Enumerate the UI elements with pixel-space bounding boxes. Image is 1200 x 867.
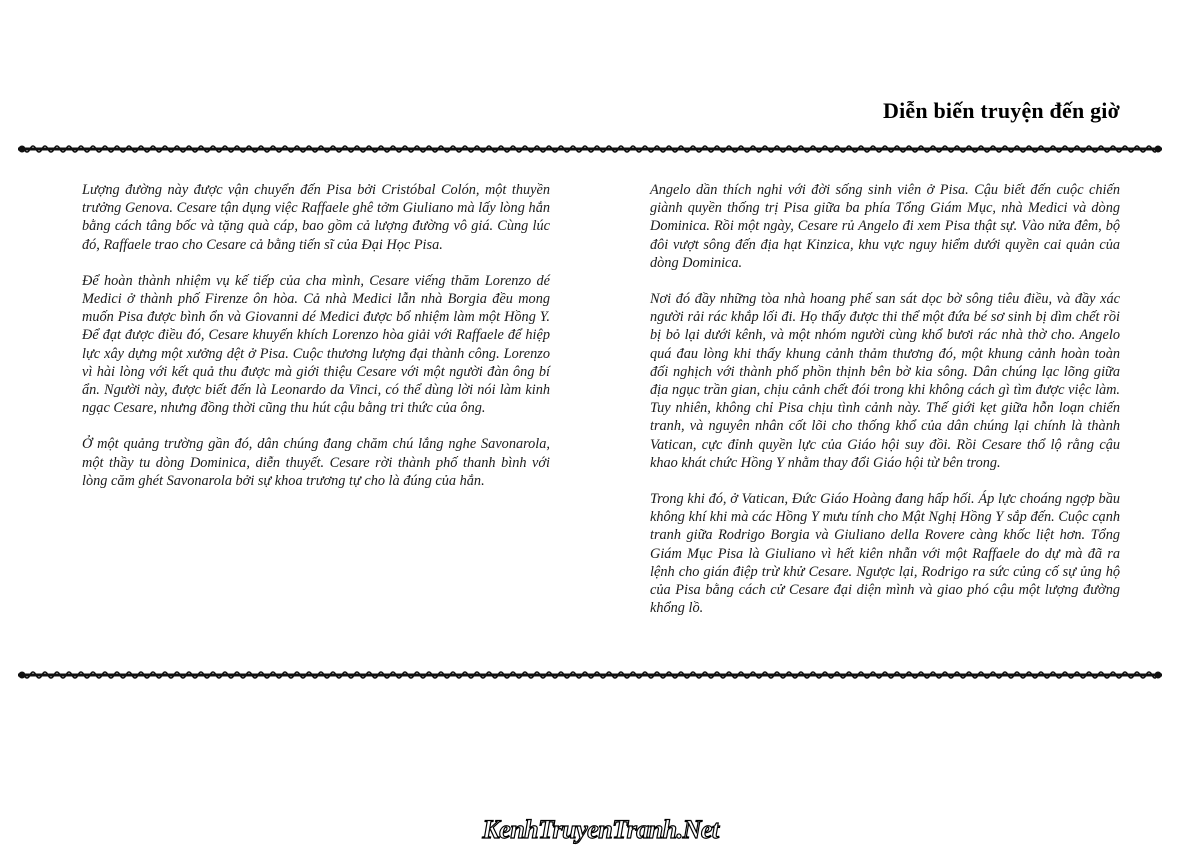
left-paragraph-1: Lượng đường này được vận chuyển đến Pisa bởi Cristóbal Colón, một thuyền trưởng Genova. Cesare tận dụng việc Raffaele ghê tởm Giuliano mà lấy lòng hắn bằng cách tâng bốc và tặng quà cáp, bao gồm cả lượng đường vô giá. Cùng lúc đó, Raffaele trao cho Cesare cả bằng tiến sĩ của Đại Học Pisa. — [82, 182, 550, 253]
ornamental-divider-top — [18, 142, 1162, 156]
left-column — [82, 181, 550, 508]
ornamental-divider-bottom — [18, 668, 1162, 682]
right-column — [650, 181, 1120, 635]
right-paragraph-2: Nơi đó đầy những tòa nhà hoang phế san sát dọc bờ sông tiêu điều, và đầy xác người rải rác khắp lối đi. Họ thấy được thi thể một đứa bé sơ sinh bị dìm chết rồi bị bỏ lại dưới kênh, và một nhóm người cùng khổ bươi rác nhà thờ cho. Angelo quá đau lòng khi thấy khung cảnh thảm thương đó, một khung cảnh hoàn toàn đối nghịch với thành phố phồn thịnh bên bờ kia sông. Dân chúng lạc lõng giữa địa ngục trần gian, chịu cảnh chết đói trong khi không cách gì tìm được việc làm. Tuy nhiên, không chỉ Pisa chịu tình cảnh này. Thế giới kẹt giữa hỗn loạn chiến tranh, và nguyên nhân cốt lõi cho thống khổ của dân chúng lại chính là thành Vatican, cực đỉnh quyền lực của Giáo hội suy đồi. Rồi Cesare thổ lộ rằng cậu khao khát chức Hồng Y nhằm thay đổi Giáo hội từ bên trong. — [650, 291, 1120, 471]
right-paragraph-1: Angelo dần thích nghi với đời sống sinh viên ở Pisa. Cậu biết đến cuộc chiến giành quyền thống trị Pisa giữa ba phía Tổng Giám Mục, nhà Medici và dòng Dominica. Rồi một ngày, Cesare rủ Angelo đi xem Pisa thật sự. Vào nửa đêm, bộ đôi vượt sông đến địa hạt Kinzica, khu vực nguy hiểm dưới quyền cai quản của dòng Dominica. — [650, 182, 1120, 271]
right-paragraph-3: Trong khi đó, ở Vatican, Đức Giáo Hoàng đang hấp hối. Áp lực choáng ngợp bầu không khí khi mà các Hồng Y mưu tính cho Mật Nghị Hồng Y sắp đến. Cuộc cạnh tranh giữa Rodrigo Borgia và Giuliano della Rovere càng khốc liệt hơn. Tổng Giám Mục Pisa là Giuliano vì hết kiên nhẫn với một Raffaele do dự mà đã ra lệnh cho gián điệp trừ khử Cesare. Ngược lại, Rodrigo ra sức củng cố sự ủng hộ của Pisa bằng cách cử Cesare đại diện mình và giao phó cậu một lượng đường khổng lồ. — [650, 491, 1120, 617]
left-paragraph-3: Ở một quảng trường gần đó, dân chúng đang chăm chú lắng nghe Savonarola, một thầy tu dòng Dominica, diễn thuyết. Cesare rời thành phố thanh bình với lòng căm ghét Savonarola bởi sự khoa trương tự cho là đúng của hắn. — [82, 436, 550, 489]
watermark: KenhTruyenTranh.Net — [482, 815, 719, 844]
left-paragraph-2: Để hoàn thành nhiệm vụ kế tiếp của cha mình, Cesare viếng thăm Lorenzo dé Medici ở thành phố Firenze ôn hòa. Cả nhà Medici lẫn nhà Borgia đều mong muốn Pisa được bình ổn và Giovanni dé Medici được bổ nhiệm làm một Hồng Y. Để đạt được điều đó, Cesare khuyến khích Lorenzo hòa giải với Raffaele để hiệp lực xây dựng một xưởng dệt ở Pisa. Cuộc thương lượng đại thành công. Lorenzo vì hài lòng với kết quả thu được mà giới thiệu Cesare với một người đàn ông bí ẩn. Người này, được biết đến là Leonardo da Vinci, có thể dùng lời nói làm kinh ngạc Cesare, nhưng đồng thời cũng thu hút cậu bằng tri thức của ông. — [82, 272, 550, 417]
page-title: Diễn biến truyện đến giờ — [882, 98, 1120, 123]
